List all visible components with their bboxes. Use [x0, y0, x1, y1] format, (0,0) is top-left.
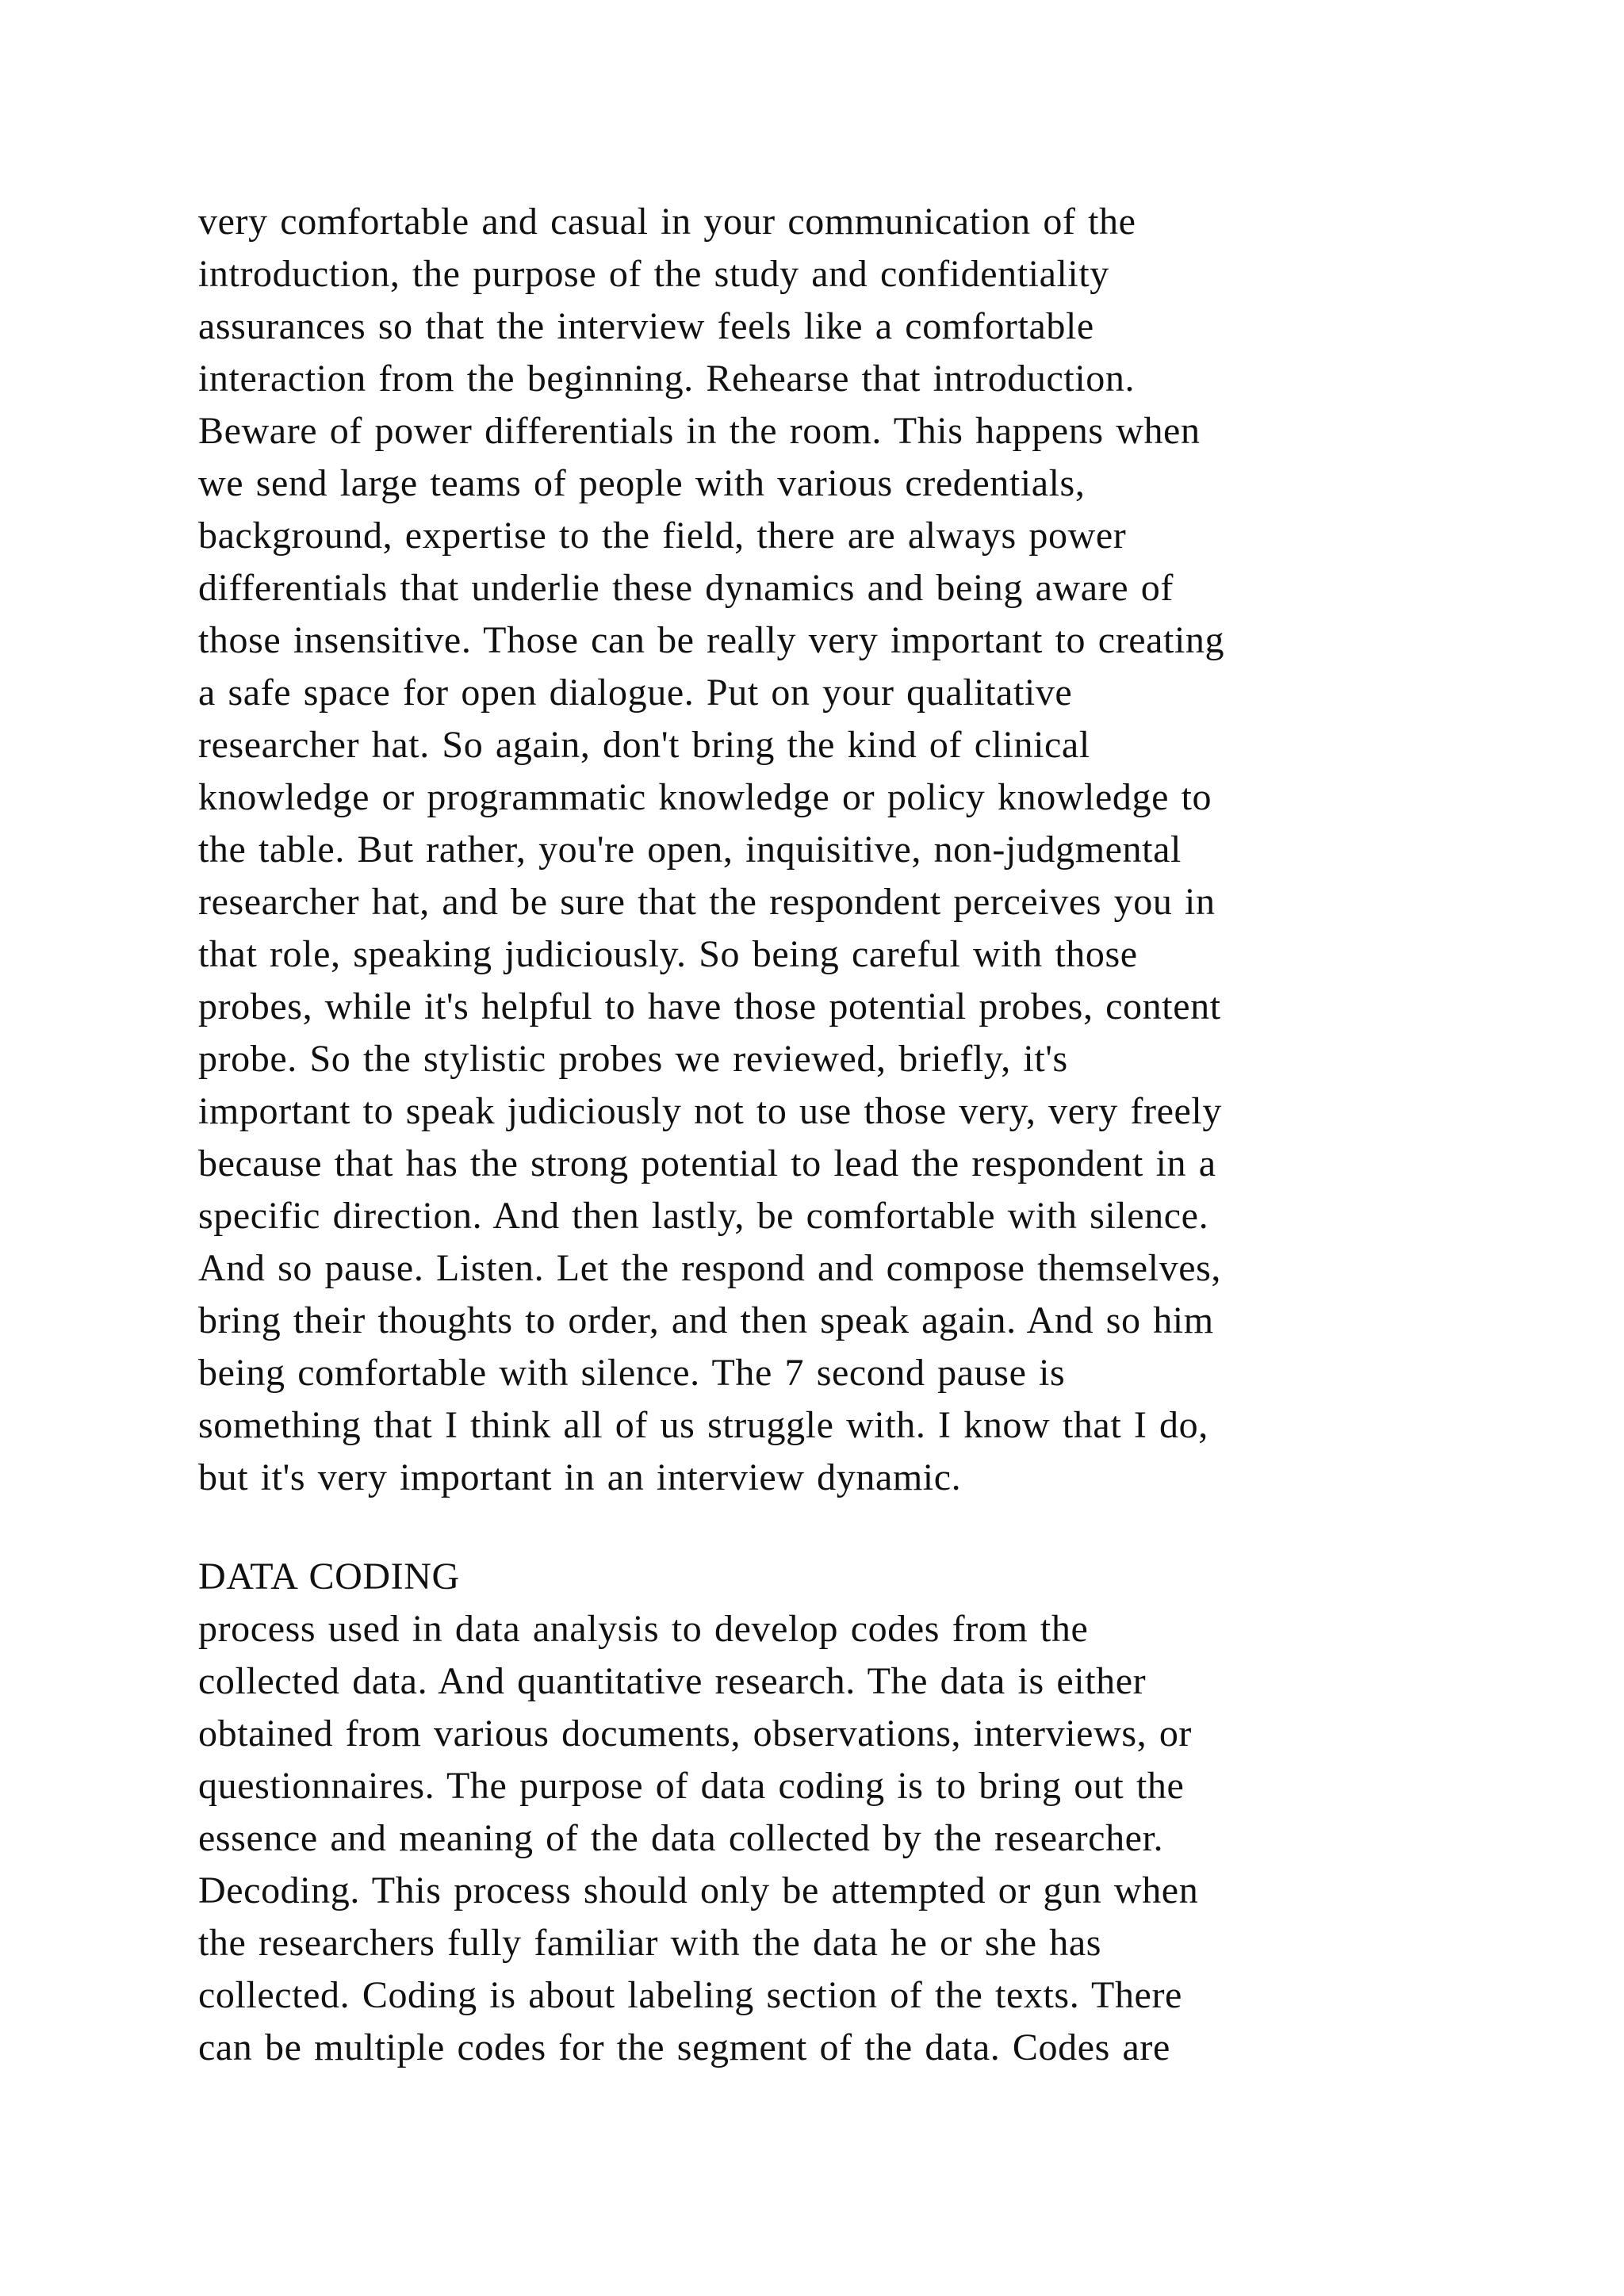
- text-line: essence and meaning of the data collected by the researcher.: [198, 1817, 1164, 1859]
- text-line: something that I think all of us struggle with. I know that I do,: [198, 1404, 1208, 1446]
- text-line: researcher hat. So again, don't bring the kind of clinical: [198, 724, 1090, 766]
- text-line: researcher hat, and be sure that the respondent perceives you in: [198, 881, 1216, 923]
- text-line: the table. But rather, you're open, inquisitive, non-judgmental: [198, 828, 1182, 871]
- text-line: And so pause. Listen. Let the respond and compose themselves,: [198, 1247, 1221, 1289]
- text-line: obtained from various documents, observations, interviews, or: [198, 1712, 1193, 1755]
- text-line: interaction from the beginning. Rehearse that introduction.: [198, 358, 1136, 400]
- text-line: because that has the strong potential to lead the respondent in a: [198, 1142, 1216, 1184]
- text-line: background, expertise to the field, there are always power: [198, 515, 1127, 557]
- text-line: questionnaires. The purpose of data coding is to bring out the: [198, 1765, 1185, 1807]
- text-line: those insensitive. Those can be really very important to creating: [198, 619, 1225, 661]
- text-line: a safe space for open dialogue. Put on your qualitative: [198, 672, 1073, 714]
- text-line: but it's very important in an interview dynamic.: [198, 1456, 962, 1498]
- text-line: important to speak judiciously not to use those very, very freely: [198, 1090, 1222, 1132]
- text-line: that role, speaking judiciously. So being careful with those: [198, 933, 1138, 975]
- text-line: we send large teams of people with various credentials,: [198, 462, 1086, 504]
- text-line: collected data. And quantitative research. The data is either: [198, 1660, 1147, 1702]
- text-line: probe. So the stylistic probes we reviewed, briefly, it's: [198, 1038, 1068, 1080]
- text-line: introduction, the purpose of the study and confidentiality: [198, 253, 1109, 295]
- text-line: process used in data analysis to develop codes from the: [198, 1608, 1089, 1650]
- text-line: specific direction. And then lastly, be comfortable with silence.: [198, 1195, 1209, 1237]
- text-line: knowledge or programmatic knowledge or policy knowledge to: [198, 776, 1212, 818]
- body-paragraph-interview-tips: [198, 196, 1499, 1504]
- text-line: probes, while it's helpful to have those potential probes, content: [198, 985, 1221, 1027]
- text-line: assurances so that the interview feels like a comfortable: [198, 305, 1094, 347]
- text-line: bring their thoughts to order, and then speak again. And so him: [198, 1299, 1214, 1341]
- section-heading: DATA CODING: [198, 1556, 460, 1598]
- text-line: can be multiple codes for the segment of the data. Codes are: [198, 2026, 1170, 2068]
- text-line: the researchers fully familiar with the data he or she has: [198, 1922, 1102, 1964]
- text-line: Decoding. This process should only be attempted or gun when: [198, 1869, 1199, 1911]
- text-line: collected. Coding is about labeling section of the texts. There: [198, 1974, 1182, 2016]
- text-line: very comfortable and casual in your communication of the: [198, 201, 1136, 243]
- text-line: differentials that underlie these dynamics and being aware of: [198, 567, 1174, 609]
- text-line: Beware of power differentials in the room. This happens when: [198, 410, 1201, 452]
- body-paragraph-data-coding: [198, 1603, 1499, 2074]
- text-line: being comfortable with silence. The 7 second pause is: [198, 1352, 1066, 1394]
